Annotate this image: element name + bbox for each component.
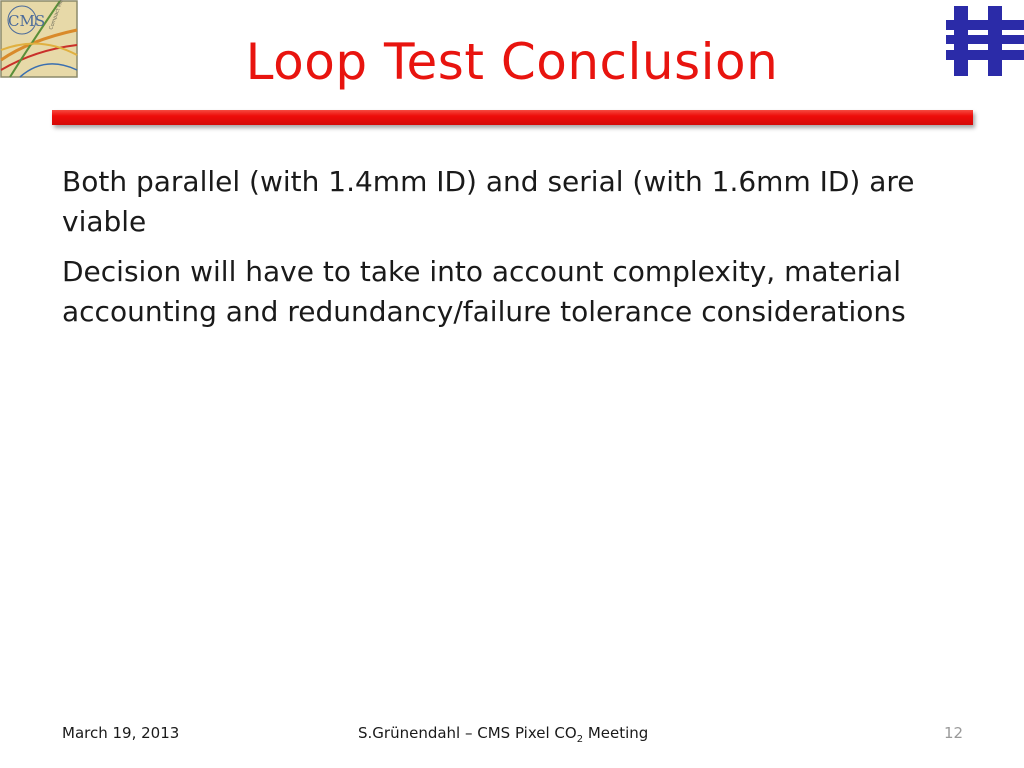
title-underline-bar	[52, 110, 973, 125]
footer-date: March 19, 2013	[62, 724, 180, 742]
bullet-item: Both parallel (with 1.4mm ID) and serial (with 1.6mm ID) are viable	[62, 165, 915, 238]
bullet-item: Decision will have to take into account complexity, material accounting and redundancy/failure tolerance considerations	[62, 255, 906, 328]
footer-meeting-text: Meeting	[583, 724, 649, 742]
slide-body	[62, 162, 942, 342]
footer-presenter-text: S.Grünendahl – CMS Pixel CO	[358, 724, 577, 742]
slide-title: Loop Test Conclusion	[245, 33, 779, 91]
footer-subscript: 2	[576, 734, 584, 745]
svg-text:CMS: CMS	[8, 12, 46, 30]
page-number: 12	[944, 724, 964, 742]
footer-presenter-meeting	[358, 721, 648, 745]
